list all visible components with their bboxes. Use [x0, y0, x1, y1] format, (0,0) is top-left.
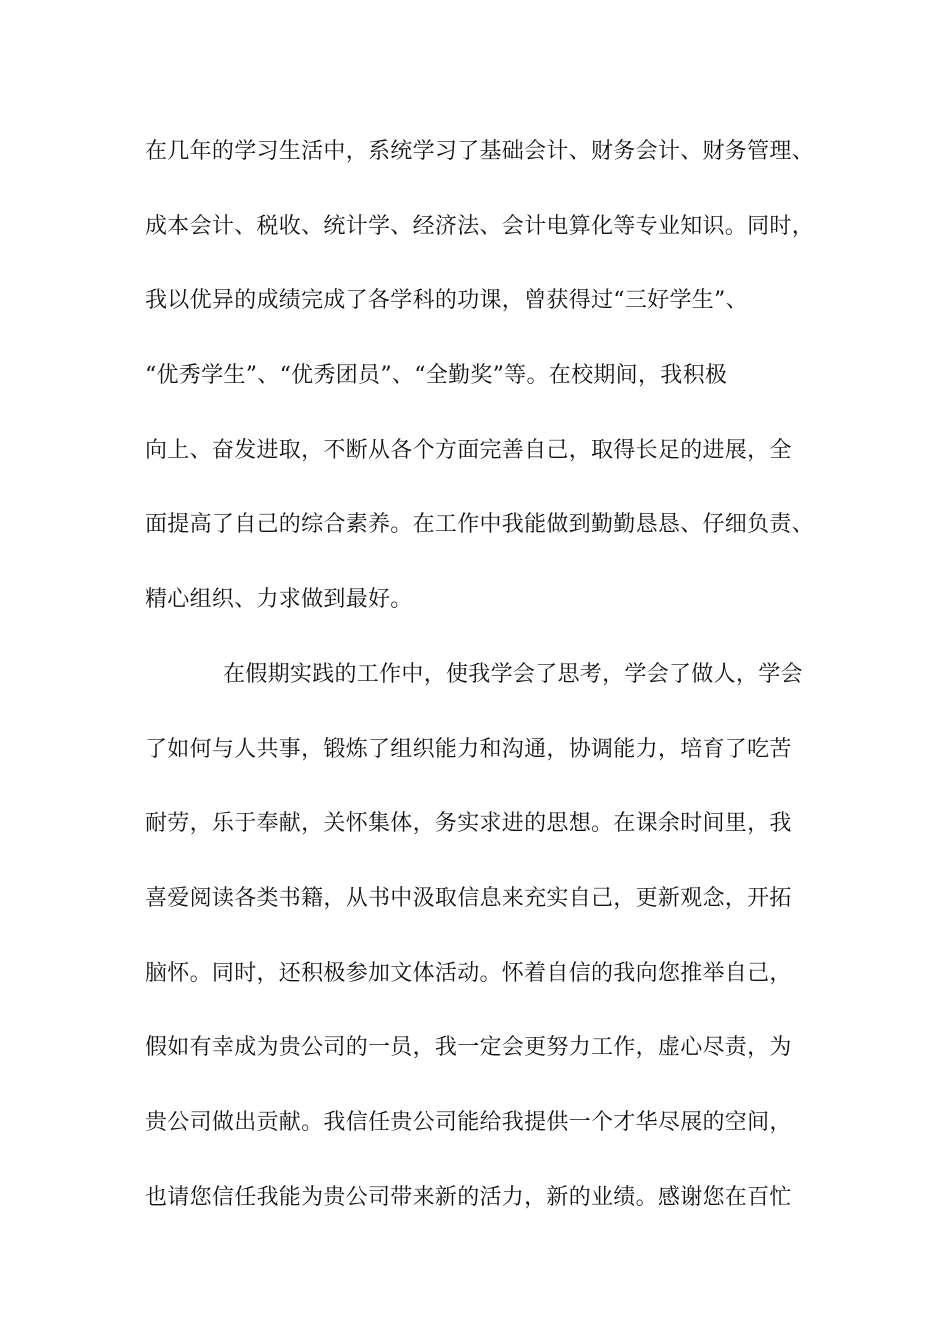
text-line: 耐劳，乐于奉献，关怀集体，务实求进的思想。在课余时间里，我	[145, 811, 792, 837]
text-line: 在假期实践的工作中，使我学会了思考，学会了做人，学会	[223, 661, 803, 687]
text-line: 我以优异的成绩完成了各学科的功课，曾获得过“三好学生”、	[145, 288, 748, 314]
paragraph-1	[145, 130, 835, 653]
text-line: 也请您信任我能为贵公司带来新的活力，新的业绩。感谢您在百忙	[145, 1184, 792, 1210]
text-line: 精心组织、力求做到最好。	[145, 587, 413, 613]
text-line: 贵公司做出贡献。我信任贵公司能给我提供一个才华尽展的空间，	[145, 1109, 792, 1135]
paragraph-2	[145, 653, 835, 1251]
text-line: 成本会计、税收、统计学、经济法、会计电算化等专业知识。同时，	[145, 213, 815, 239]
text-line: 在几年的学习生活中，系统学习了基础会计、财务会计、财务管理、	[145, 139, 815, 164]
text-line: “优秀学生”、“优秀团员”、“全勤奖”等。在校期间，我积极	[145, 363, 728, 389]
text-line: 假如有幸成为贵公司的一员，我一定会更努力工作，虚心尽责，为	[145, 1035, 792, 1061]
document-body	[145, 130, 835, 1250]
text-line: 向上、奋发进取，不断从各个方面完善自己，取得长足的进展，全	[145, 437, 792, 463]
text-line: 喜爱阅读各类书籍，从书中汲取信息来充实自己，更新观念，开拓	[145, 885, 792, 911]
text-line: 面提高了自己的综合素养。在工作中我能做到勤勤恳恳、仔细负责、	[145, 512, 815, 538]
text-line: 了如何与人共事，锻炼了组织能力和沟通，协调能力，培育了吃苦	[145, 736, 792, 762]
text-line: 脑怀。同时，还积极参加文体活动。怀着自信的我向您推举自己，	[145, 960, 792, 986]
